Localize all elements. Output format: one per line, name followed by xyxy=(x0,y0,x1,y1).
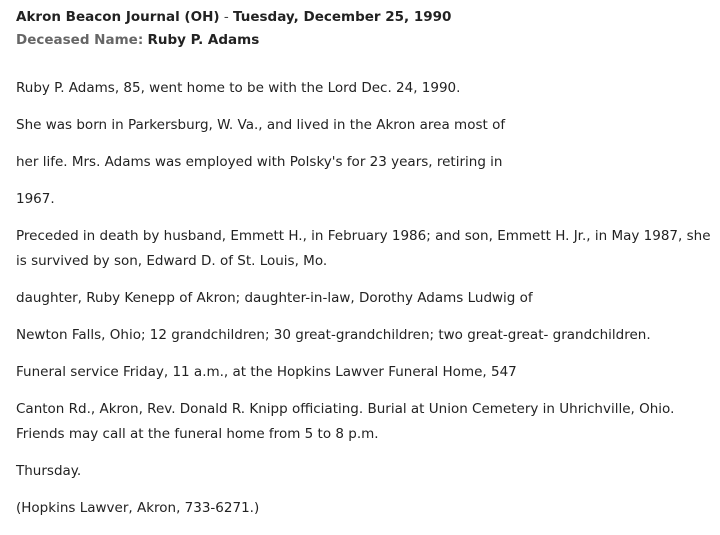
obituary-paragraph: her life. Mrs. Adams was employed with Polsky's for 23 years, retiring in xyxy=(16,154,503,170)
deceased-label: Deceased Name: xyxy=(16,32,144,48)
obituary-paragraph: Funeral service Friday, 11 a.m., at the Hopkins Lawver Funeral Home, 547 xyxy=(16,364,517,380)
obituary-paragraph: 1967. xyxy=(16,191,55,207)
obituary-paragraph: Thursday. xyxy=(16,463,82,479)
obituary-paragraph: Newton Falls, Ohio; 12 grandchildren; 30 great-grandchildren; two great-great- grandchildren. xyxy=(16,327,651,343)
obituary-paragraph: Canton Rd., Akron, Rev. Donald R. Knipp officiating. Burial at Union Cemetery in Uhrichville, Ohio. Friends may call at the funeral home from 5 to 8 p.m. xyxy=(16,401,675,442)
obituary-paragraph: She was born in Parkersburg, W. Va., and lived in the Akron area most of xyxy=(16,117,506,133)
obituary-header xyxy=(16,8,720,49)
obituary-paragraph: Preceded in death by husband, Emmett H., in February 1986; and son, Emmett H. Jr., in May 1987, she is survived by son, Edward D. of St. Louis, Mo. xyxy=(16,228,711,269)
obituary-paragraph: daughter, Ruby Kenepp of Akron; daughter-in-law, Dorothy Adams Ludwig of xyxy=(16,290,533,306)
deceased-line xyxy=(16,31,720,49)
obituary-paragraph: (Hopkins Lawver, Akron, 733-6271.) xyxy=(16,500,260,516)
publication-date: Tuesday, December 25, 1990 xyxy=(233,9,452,25)
obituary-body xyxy=(16,76,720,521)
obituary-paragraph: Ruby P. Adams, 85, went home to be with the Lord Dec. 24, 1990. xyxy=(16,80,461,96)
publication-line xyxy=(16,8,720,26)
deceased-name: Ruby P. Adams xyxy=(147,32,260,48)
publication-source: Akron Beacon Journal (OH) xyxy=(16,9,220,25)
publication-separator: - xyxy=(219,9,234,25)
